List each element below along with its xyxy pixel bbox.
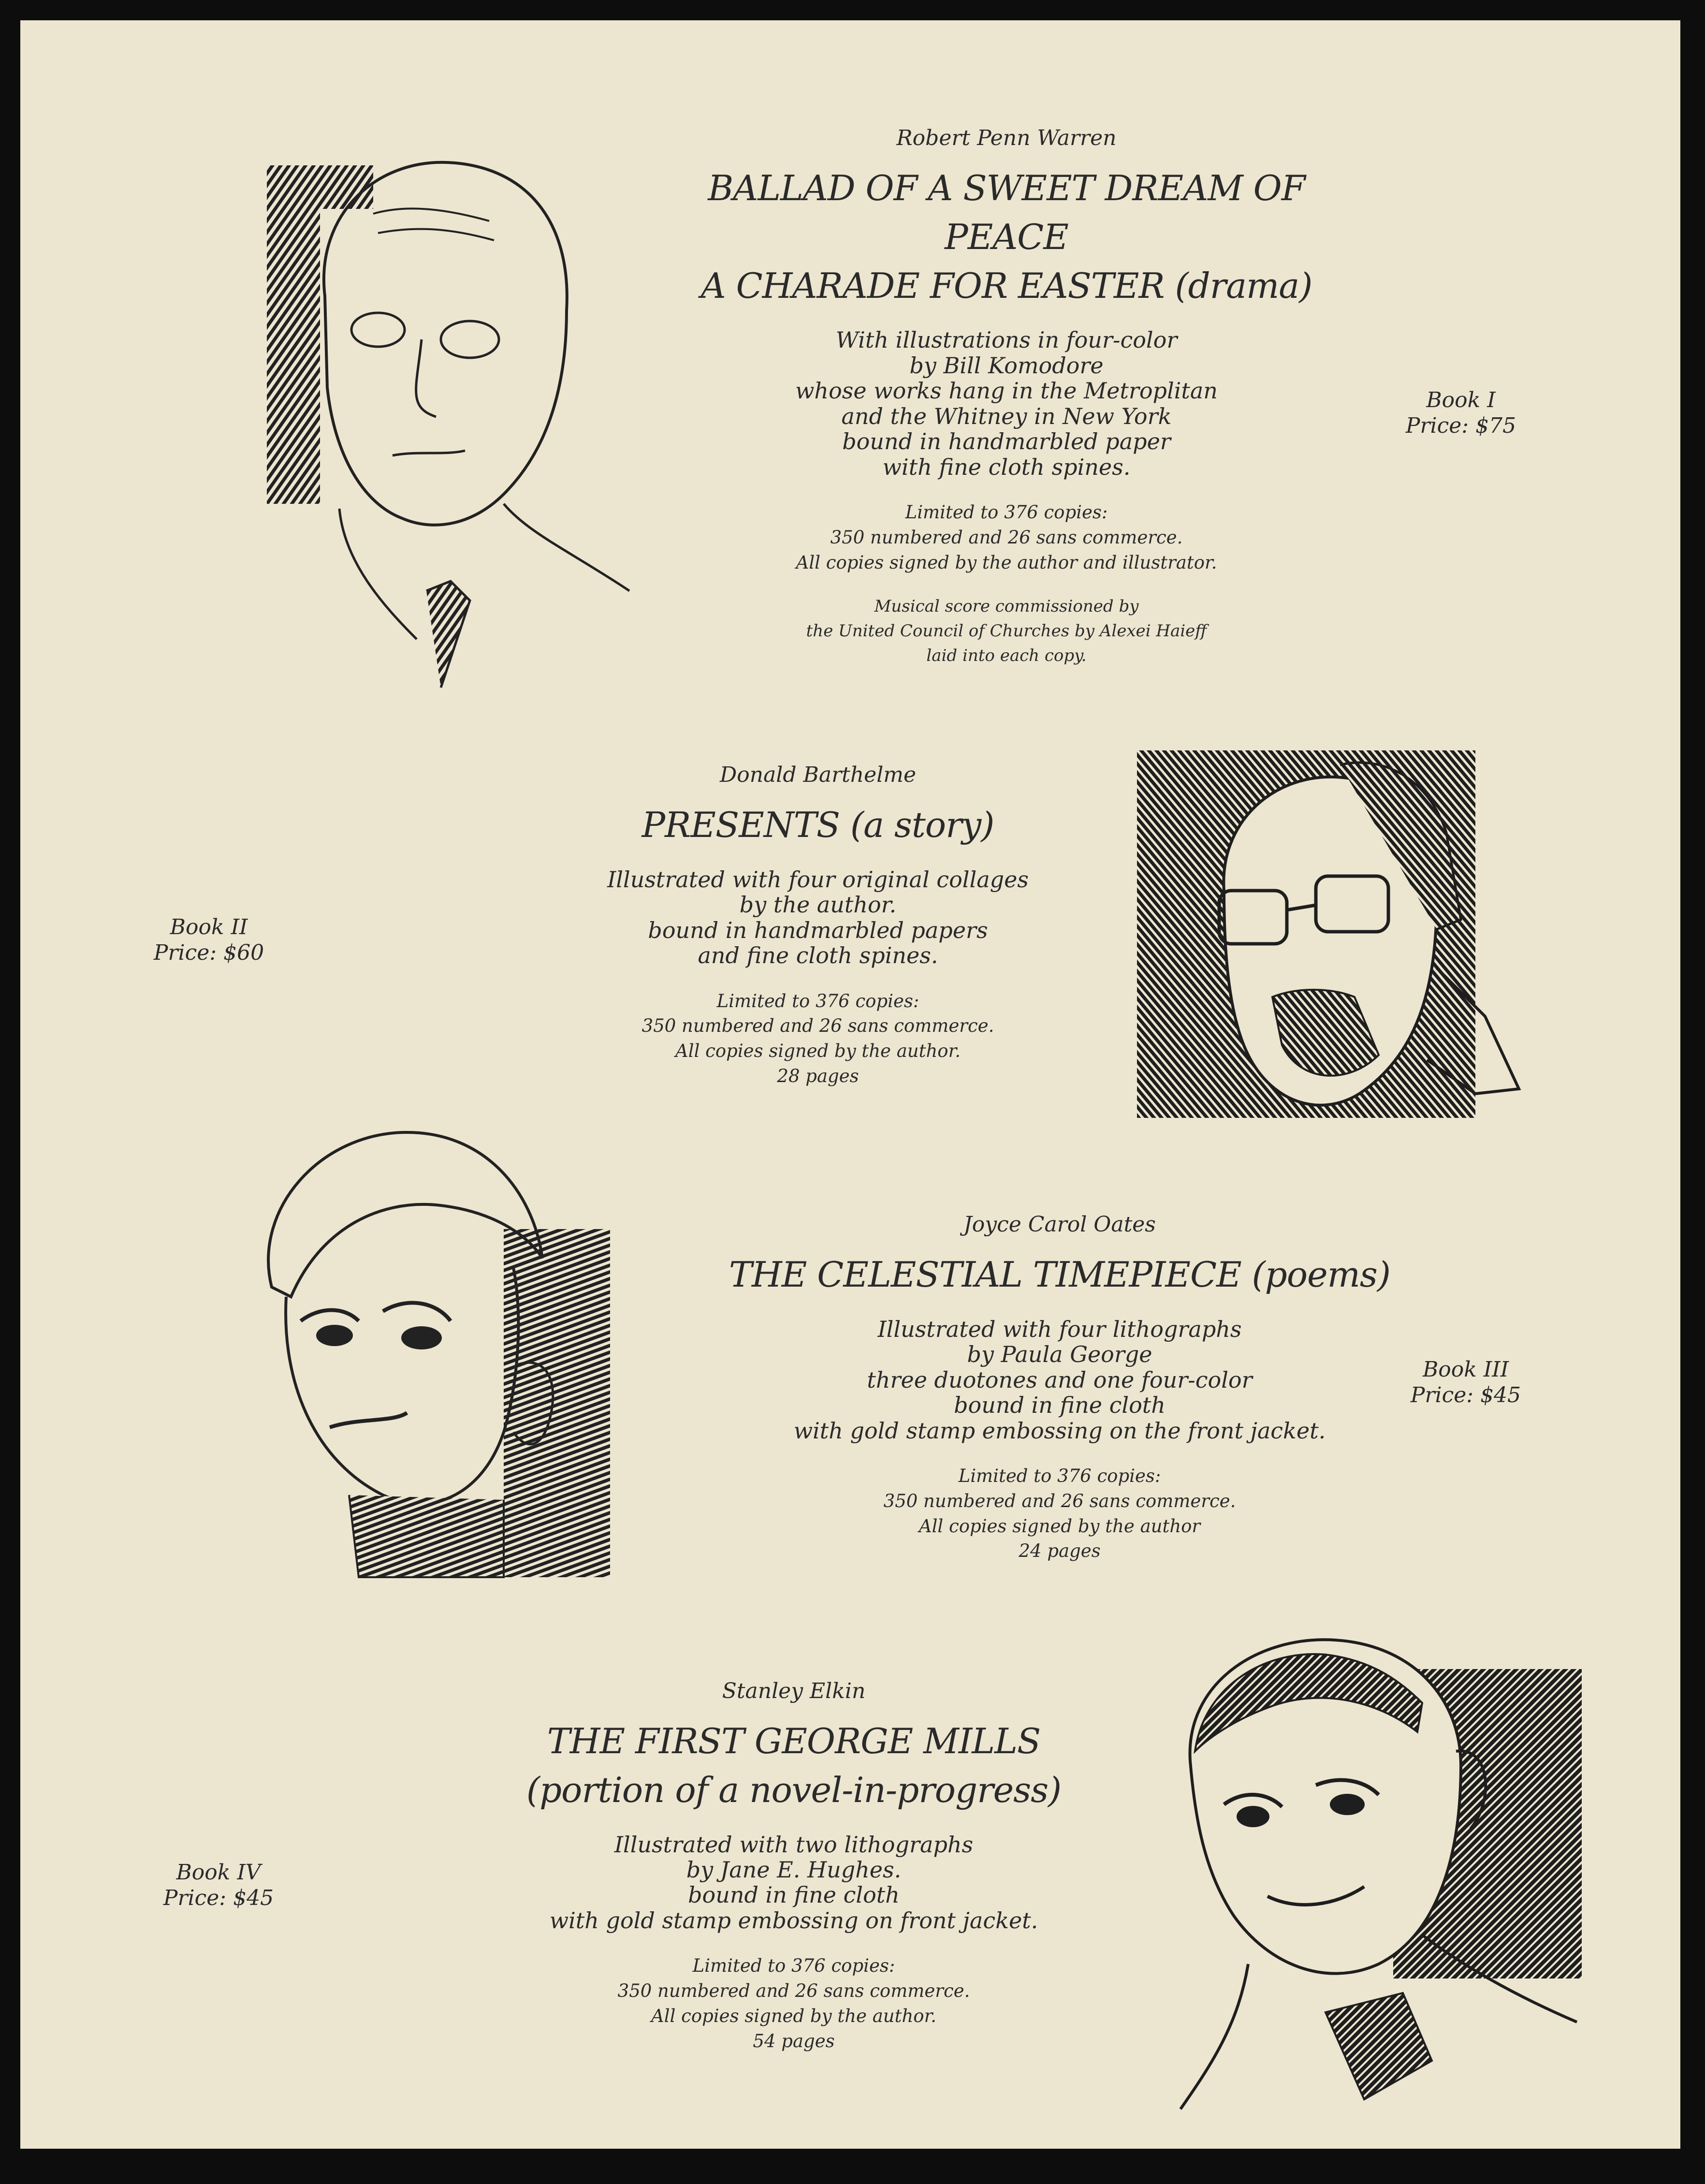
book-1-desc-line: with fine cloth spines. <box>882 454 1131 480</box>
book-3-desc-line: by Paula George <box>967 1341 1152 1368</box>
book-3-title: THE CELESTIAL TIMEPIECE (poems) <box>729 1254 1390 1295</box>
book-3-price: Price: $45 <box>1410 1382 1521 1407</box>
portrait-robert-penn-warren <box>233 136 639 717</box>
book-1-desc-line: and the Whitney in New York <box>841 403 1172 429</box>
book-3-lim-line: 24 pages <box>1019 1540 1101 1562</box>
book-3-desc-line: Illustrated with four lithographs <box>877 1316 1242 1342</box>
book-1-price-label <box>1384 388 1538 439</box>
book-4-price-label <box>141 1860 296 1911</box>
book-1-desc-line: bound in handmarbled paper <box>842 428 1171 455</box>
book-2-lim-line: Limited to 376 copies: <box>716 990 919 1011</box>
book-4-author: Stanley Elkin <box>722 1679 866 1703</box>
portrait-stanley-elkin <box>1122 1626 1596 2128</box>
book-2-description <box>504 867 1132 968</box>
book-1-price: Price: $75 <box>1405 413 1516 438</box>
book-4-title-line-2: (portion of a novel-in-progress) <box>526 1769 1062 1810</box>
book-1-desc-line: by Bill Komodore <box>909 352 1104 379</box>
book-1-desc-line: With illustrations in four-color <box>835 327 1178 353</box>
book-1-title-line-2: A CHARADE FOR EASTER (drama) <box>700 265 1312 306</box>
book-3-lim-line: All copies signed by the author <box>918 1515 1201 1537</box>
book-1-limitation <box>649 500 1364 575</box>
book-2-lim-line: 28 pages <box>777 1065 859 1086</box>
book-4-price: Price: $45 <box>163 1885 274 1910</box>
book-3-number: Book III <box>1422 1357 1509 1382</box>
book-1-desc-line: whose works hang in the Metroplitan <box>795 378 1218 404</box>
book-4-desc-line: Illustrated with two lithographs <box>614 1831 974 1858</box>
book-2-desc-line: bound in handmarbled papers <box>648 917 988 943</box>
portrait-donald-barthelme <box>1127 746 1543 1157</box>
book-2-lim-line: 350 numbered and 26 sans commerce. <box>641 1015 994 1037</box>
book-3-limitation <box>721 1464 1398 1564</box>
book-4-limitation <box>480 1953 1108 2053</box>
book-3-desc-line: bound in fine cloth <box>954 1392 1166 1419</box>
book-2-desc-line: by the author. <box>739 892 897 918</box>
book-4-desc-line: bound in fine cloth <box>688 1882 900 1908</box>
book-1-author: Robert Penn Warren <box>896 126 1117 150</box>
book-1-note-line: the United Council of Churches by Alexei Haieff <box>806 621 1207 641</box>
book-1-number: Book I <box>1426 388 1496 412</box>
book-4-description <box>480 1832 1108 1934</box>
book-1-note-line: laid into each copy. <box>926 646 1087 666</box>
book-2-number: Book II <box>170 915 248 939</box>
book-1-note <box>649 594 1364 668</box>
book-1-title-line-1: BALLAD OF A SWEET DREAM OF PEACE <box>708 168 1305 257</box>
book-4-number: Book IV <box>176 1860 261 1885</box>
book-4-desc-line: by Jane E. Hughes. <box>686 1857 902 1883</box>
book-2-author: Donald Barthelme <box>719 762 917 787</box>
book-4-title-line-1: THE FIRST GEORGE MILLS <box>547 1721 1041 1761</box>
book-2-title: PRESENTS (a story) <box>641 805 994 845</box>
book-4-lim-line: All copies signed by the author. <box>651 2005 936 2026</box>
book-1-description <box>649 327 1364 480</box>
book-2-price: Price: $60 <box>153 940 264 965</box>
book-1-listing <box>649 126 1364 668</box>
book-2-lim-line: All copies signed by the author. <box>675 1041 961 1062</box>
book-1-lim-line: 350 numbered and 26 sans commerce. <box>830 527 1183 548</box>
book-4-desc-line: with gold stamp embossing on front jacket. <box>549 1907 1038 1934</box>
book-1-lim-line: All copies signed by the author and illustrator. <box>796 552 1217 573</box>
book-2-desc-line: and fine cloth spines. <box>698 942 938 969</box>
book-2-price-label <box>131 915 286 966</box>
book-3-desc-line: with gold stamp embossing on the front jacket. <box>793 1417 1326 1444</box>
book-3-author: Joyce Carol Oates <box>963 1212 1156 1237</box>
book-3-desc-line: three duotones and one four-color <box>867 1366 1253 1393</box>
book-1-lim-line: Limited to 376 copies: <box>905 502 1108 523</box>
book-2-listing <box>504 762 1132 1089</box>
book-3-listing <box>721 1212 1398 1564</box>
book-3-lim-line: Limited to 376 copies: <box>958 1465 1161 1486</box>
book-2-limitation <box>504 989 1132 1089</box>
book-4-lim-line: Limited to 376 copies: <box>692 1955 895 1977</box>
book-1-note-line: Musical score commissioned by <box>874 597 1139 616</box>
book-4-listing <box>480 1679 1108 2054</box>
portrait-joyce-carol-oates <box>233 1113 629 1587</box>
book-3-lim-line: 350 numbered and 26 sans commerce. <box>883 1490 1236 1511</box>
book-2-desc-line: Illustrated with four original collages <box>607 866 1029 893</box>
book-3-description <box>721 1317 1398 1443</box>
book-4-lim-line: 350 numbered and 26 sans commerce. <box>617 1980 970 2002</box>
book-4-lim-line: 54 pages <box>753 2030 835 2052</box>
book-3-price-label <box>1388 1357 1543 1408</box>
flyer-page <box>20 20 1680 2149</box>
